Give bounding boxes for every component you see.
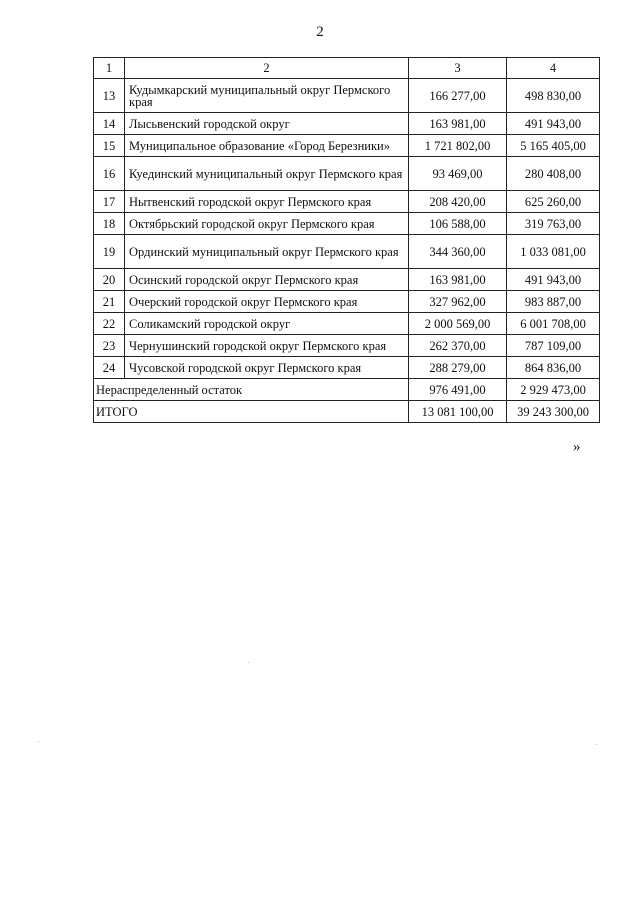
- amount-col-3: 344 360,00: [409, 235, 507, 269]
- amount-col-4: 491 943,00: [507, 269, 600, 291]
- amount-col-3: 288 279,00: [409, 357, 507, 379]
- table-row: [94, 357, 600, 379]
- amount-col-3: 166 277,00: [409, 79, 507, 113]
- municipality-name: Соликамский городской округ: [125, 313, 409, 335]
- amount-col-4: 983 887,00: [507, 291, 600, 313]
- amount-col-4: 864 836,00: [507, 357, 600, 379]
- amount-col-3: 1 721 802,00: [409, 135, 507, 157]
- unallocated-row-label: Нераспределенный остаток: [94, 379, 409, 401]
- municipality-name: Куединский муниципальный округ Пермского края: [125, 157, 409, 191]
- row-number: 17: [94, 191, 125, 213]
- municipality-name: Чусовской городской округ Пермского края: [125, 357, 409, 379]
- row-number: 24: [94, 357, 125, 379]
- row-number: 19: [94, 235, 125, 269]
- row-number: 15: [94, 135, 125, 157]
- total-row-label: ИТОГО: [94, 401, 409, 423]
- total-row: [94, 401, 600, 423]
- unallocated-row-col-4: 2 929 473,00: [507, 379, 600, 401]
- table-row: [94, 213, 600, 235]
- scan-speck: [248, 662, 249, 663]
- allocation-table: [93, 57, 600, 423]
- table-row: [94, 157, 600, 191]
- header-cell-1: 1: [94, 58, 125, 79]
- row-number: 18: [94, 213, 125, 235]
- table-row: [94, 313, 600, 335]
- header-cell-3: 3: [409, 58, 507, 79]
- page-number: 2: [316, 24, 324, 40]
- header-cell-2: 2: [125, 58, 409, 79]
- amount-col-3: 262 370,00: [409, 335, 507, 357]
- table-row: [94, 269, 600, 291]
- row-number: 22: [94, 313, 125, 335]
- table-row: [94, 135, 600, 157]
- table-row: [94, 113, 600, 135]
- table-row: [94, 335, 600, 357]
- total-row-col-3: 13 081 100,00: [409, 401, 507, 423]
- total-row-col-4: 39 243 300,00: [507, 401, 600, 423]
- amount-col-3: 208 420,00: [409, 191, 507, 213]
- table-row: [94, 79, 600, 113]
- header-cell-4: 4: [507, 58, 600, 79]
- amount-col-3: 93 469,00: [409, 157, 507, 191]
- scan-speck: [596, 744, 597, 745]
- municipality-name: Очерский городской округ Пермского края: [125, 291, 409, 313]
- row-number: 20: [94, 269, 125, 291]
- municipality-name: Кудымкарский муниципальный округ Пермского края: [125, 79, 409, 113]
- amount-col-4: 787 109,00: [507, 335, 600, 357]
- unallocated-row: [94, 379, 600, 401]
- amount-col-4: 319 763,00: [507, 213, 600, 235]
- closing-quote-mark: »: [573, 439, 581, 455]
- amount-col-3: 163 981,00: [409, 113, 507, 135]
- row-number: 21: [94, 291, 125, 313]
- table-body: [94, 58, 600, 423]
- municipality-name: Чернушинский городской округ Пермского края: [125, 335, 409, 357]
- municipality-name: Лысьвенский городской округ: [125, 113, 409, 135]
- row-number: 16: [94, 157, 125, 191]
- municipality-name: Нытвенский городской округ Пермского края: [125, 191, 409, 213]
- amount-col-3: 327 962,00: [409, 291, 507, 313]
- row-number: 14: [94, 113, 125, 135]
- table-row: [94, 291, 600, 313]
- amount-col-4: 491 943,00: [507, 113, 600, 135]
- amount-col-4: 625 260,00: [507, 191, 600, 213]
- amount-col-4: 5 165 405,00: [507, 135, 600, 157]
- unallocated-row-col-3: 976 491,00: [409, 379, 507, 401]
- amount-col-3: 106 588,00: [409, 213, 507, 235]
- municipality-name: Ординский муниципальный округ Пермского края: [125, 235, 409, 269]
- amount-col-4: 498 830,00: [507, 79, 600, 113]
- municipality-name: Октябрьский городской округ Пермского края: [125, 213, 409, 235]
- table-row: [94, 235, 600, 269]
- amount-col-4: 280 408,00: [507, 157, 600, 191]
- amount-col-3: 2 000 569,00: [409, 313, 507, 335]
- row-number: 13: [94, 79, 125, 113]
- table-row: [94, 191, 600, 213]
- row-number: 23: [94, 335, 125, 357]
- amount-col-4: 6 001 708,00: [507, 313, 600, 335]
- table-header-row: [94, 58, 600, 79]
- amount-col-4: 1 033 081,00: [507, 235, 600, 269]
- scan-speck: [38, 741, 39, 742]
- municipality-name: Осинский городской округ Пермского края: [125, 269, 409, 291]
- municipality-name: Муниципальное образование «Город Березники»: [125, 135, 409, 157]
- amount-col-3: 163 981,00: [409, 269, 507, 291]
